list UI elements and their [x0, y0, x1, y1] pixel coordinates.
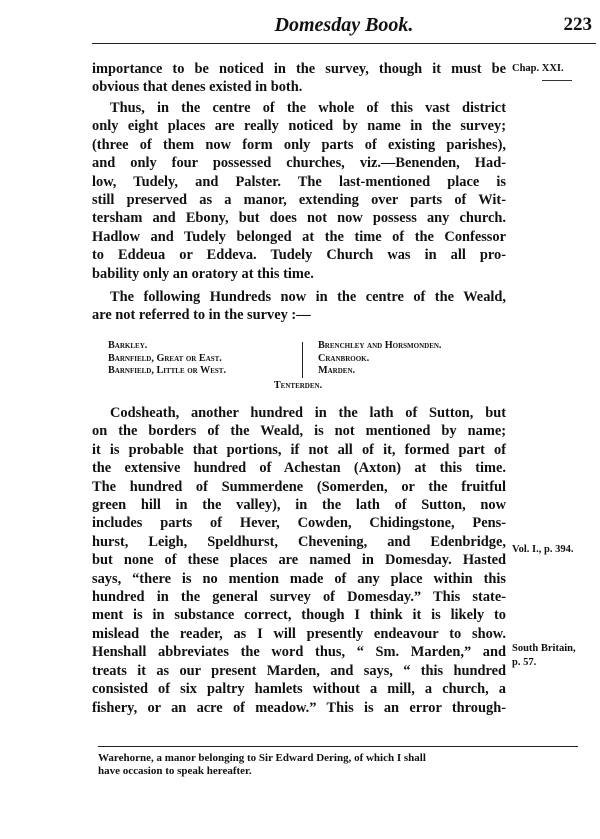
text-line: still preserved as a manor, extending over parts of Wit- [92, 192, 506, 209]
text-line: ment is in substance correct, though I think it is likely to [92, 607, 506, 624]
text-line: obvious that denes existed in both. [92, 79, 303, 96]
hundred-item-centered: Tenterden. [273, 380, 323, 391]
text-line: Henshall abbreviates the word thus, “ Sm. Marden,” and [92, 644, 506, 661]
margin-note-volume: Vol. I., p. 394. [512, 544, 574, 555]
text-line: only eight places are really noticed by name in the survey; [92, 118, 506, 135]
text-line: on the borders of the Weald, is not mentioned by name; [92, 423, 506, 440]
text-line: tersham and Ebony, but does not now possess any church. [92, 210, 506, 227]
margin-note-south-britain: South Britain, [512, 643, 576, 654]
text-line: importance to be noticed in the survey, though it must be [92, 61, 506, 77]
paragraph-continued [92, 60, 506, 97]
hundred-item: Marden. [318, 365, 356, 377]
text-line: Codsheath, another hundred in the lath of Sutton, but [110, 405, 506, 421]
text-line: mislead the reader, as I will presently endeavour to show. [92, 625, 506, 642]
hundred-item: Barkley. [108, 340, 148, 351]
text-line: Thus, in the centre of the whole of this vast district [110, 100, 506, 116]
hundred-item: Barnfield, Little or West. [108, 365, 227, 377]
text-line: the extensive hundred of Achestan (Axton) at this time. [92, 460, 506, 477]
footnote [98, 752, 510, 778]
text-line: consisted of six paltry hamlets without a mill, a church, a [92, 681, 506, 698]
page-header [92, 14, 596, 42]
text-line: says, “there is no mention made of any place within this [92, 570, 506, 587]
footnote-line: Warehorne, a manor belonging to Sir Edward Dering, of which I shall [98, 752, 426, 764]
text-line: hundred in the general survey of Domesday.” This state- [92, 589, 506, 606]
text-line: Hadlow and Tudely belonged at the time of the Confessor [92, 228, 506, 245]
text-line: green hill in the valley), in the lath of Sutton, now [92, 497, 506, 514]
text-line: but none of these places are named in Domesday. Hasted [92, 552, 506, 569]
margin-note-chapter: Chap. XXI. [512, 63, 564, 74]
text-line: and only four possessed churches, viz.—Benenden, Had- [92, 155, 506, 172]
hundred-item: Brenchley and Horsmonden. [318, 340, 442, 351]
text-line: The following Hundreds now in the centre of the Weald, [110, 289, 506, 305]
text-line: The hundred of Summerdene (Somerden, or the fruitful [92, 478, 506, 495]
page-number: 223 [563, 14, 592, 35]
paragraph-codsheath [92, 404, 506, 717]
paragraph-thus [92, 99, 506, 283]
text-line: treats it as our present Marden, and says, “ this hundred [92, 662, 506, 679]
text-line: low, Tudely, and Palster. The last-mentioned place is [92, 173, 506, 190]
text-line: includes parts of Hever, Cowden, Chidingstone, Pens- [92, 515, 506, 532]
text-line: fishery, or an acre of meadow.” This is an error through- [92, 699, 506, 716]
text-line: (three of them now form only parts of existing parishes), [92, 136, 506, 153]
text-line: hurst, Leigh, Speldhurst, Chevening, and Edenbridge, [92, 533, 506, 550]
hundred-item: Cranbrook. [318, 352, 370, 364]
margin-note-rule [542, 80, 572, 81]
paragraph-following-hundreds [92, 288, 506, 325]
hundreds-right-column [318, 340, 518, 378]
text-line: are not referred to in the survey :— [92, 307, 311, 324]
hundreds-left-column [108, 340, 298, 378]
text-line: it is probable that portions, if not all of it, formed part of [92, 441, 506, 458]
hundred-item: Barnfield, Great or East. [108, 352, 222, 364]
text-line: bability only an oratory at this time. [92, 265, 314, 282]
text-line: to Eddeua or Eddeva. Tudely Church was in all pro- [92, 247, 506, 264]
footnote-rule [98, 746, 578, 747]
header-rule [92, 43, 596, 44]
margin-note-page: p. 57. [512, 657, 537, 668]
column-divider [302, 342, 303, 378]
running-title: Domesday Book. [274, 14, 414, 36]
footnote-line: have occasion to speak hereafter. [98, 765, 252, 777]
